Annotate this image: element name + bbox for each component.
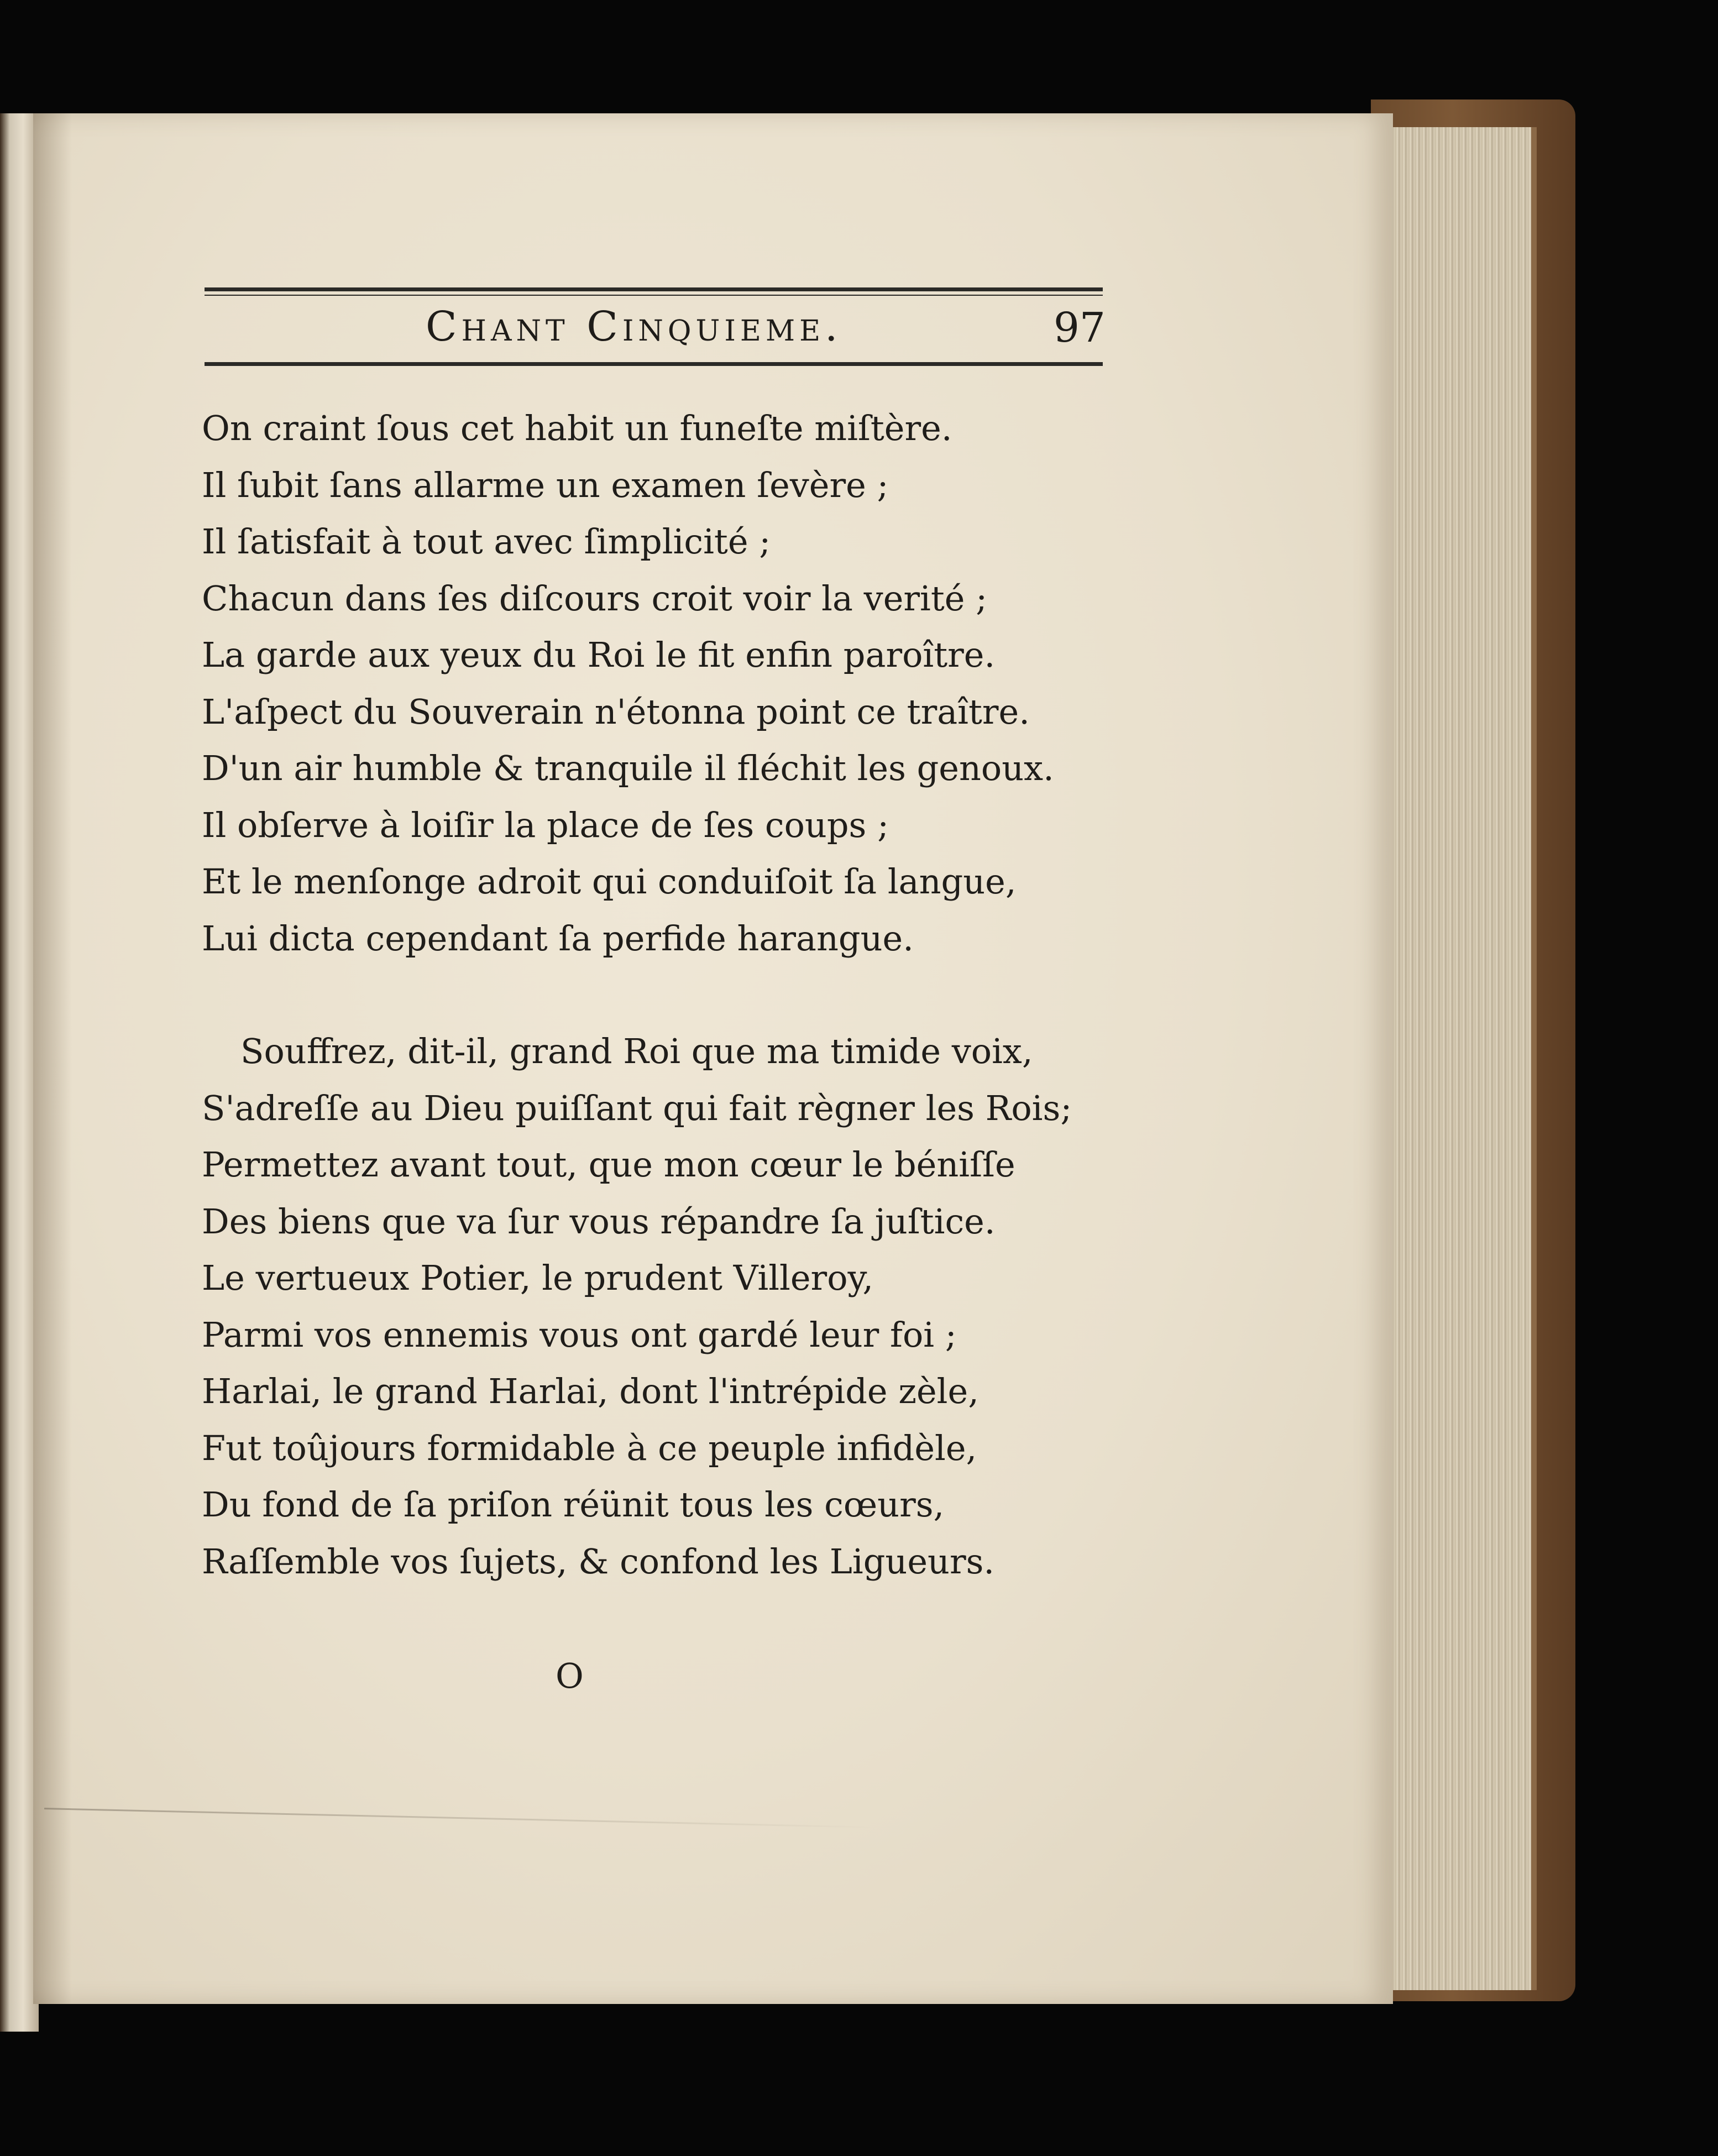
running-head-title: Chant Cinquieme. (426, 303, 842, 350)
verse-line: Il ſubit ſans allarme un examen ſevère ; (202, 464, 889, 505)
page-number: 97 (1053, 304, 1106, 352)
page-block-edges (1387, 127, 1537, 1990)
verse-line: Fut toûjours formidable à ce peuple infidèle, (202, 1427, 977, 1468)
verse-line: Souffrez, dit-il, grand Roi que ma timide voix, (240, 1031, 1033, 1071)
verse-line: On craint ſous cet habit un funeſte miſtère. (202, 408, 952, 448)
verse-line: Permettez avant tout, que mon cœur le béniſſe (202, 1144, 1015, 1185)
header-rule-bottom (205, 362, 1103, 366)
verse-line: Il ſatisfait à tout avec ſimplicité ; (202, 521, 771, 562)
verse-line: Il obſerve à loiſir la place de ſes coups ; (202, 804, 889, 845)
verse-line: Parmi vos ennemis vous ont gardé leur foi ; (202, 1314, 957, 1355)
verse-line: Du fond de ſa priſon réünit tous les cœurs, (202, 1484, 945, 1525)
verse-line: S'adreſſe au Dieu puiſſant qui fait règner les Rois; (202, 1087, 1072, 1128)
stanza-2 (202, 1029, 1072, 1596)
catchword: O (556, 1656, 584, 1696)
verse-line: Chacun dans ſes diſcours croit voir la verité ; (202, 578, 988, 619)
header-rule-top-thin (205, 295, 1103, 296)
verse-line: Le vertueux Potier, le prudent Villeroy, (202, 1258, 874, 1298)
verse-line: Des biens que va ſur vous répandre ſa juſtice. (202, 1201, 996, 1242)
gutter-shadow (33, 113, 72, 2004)
verse-line: D'un air humble & tranquile il fléchit les genoux. (202, 748, 1054, 788)
verse-line: Et le menſonge adroit qui conduiſoit ſa langue, (202, 861, 1017, 902)
stanza-1 (202, 406, 1054, 973)
verse-line: L'aſpect du Souverain n'étonna point ce traître. (202, 691, 1030, 732)
verse-line: Lui dicta cependant ſa perfide harangue. (202, 918, 914, 959)
verse-line: Raſſemble vos ſujets, & confond les Ligueurs. (202, 1541, 995, 1582)
verse-line: La garde aux yeux du Roi le fit enfin paroître. (202, 635, 996, 675)
header-rule-top (205, 287, 1103, 291)
verse-line: Harlai, le grand Harlai, dont l'intrépide zèle, (202, 1371, 979, 1411)
